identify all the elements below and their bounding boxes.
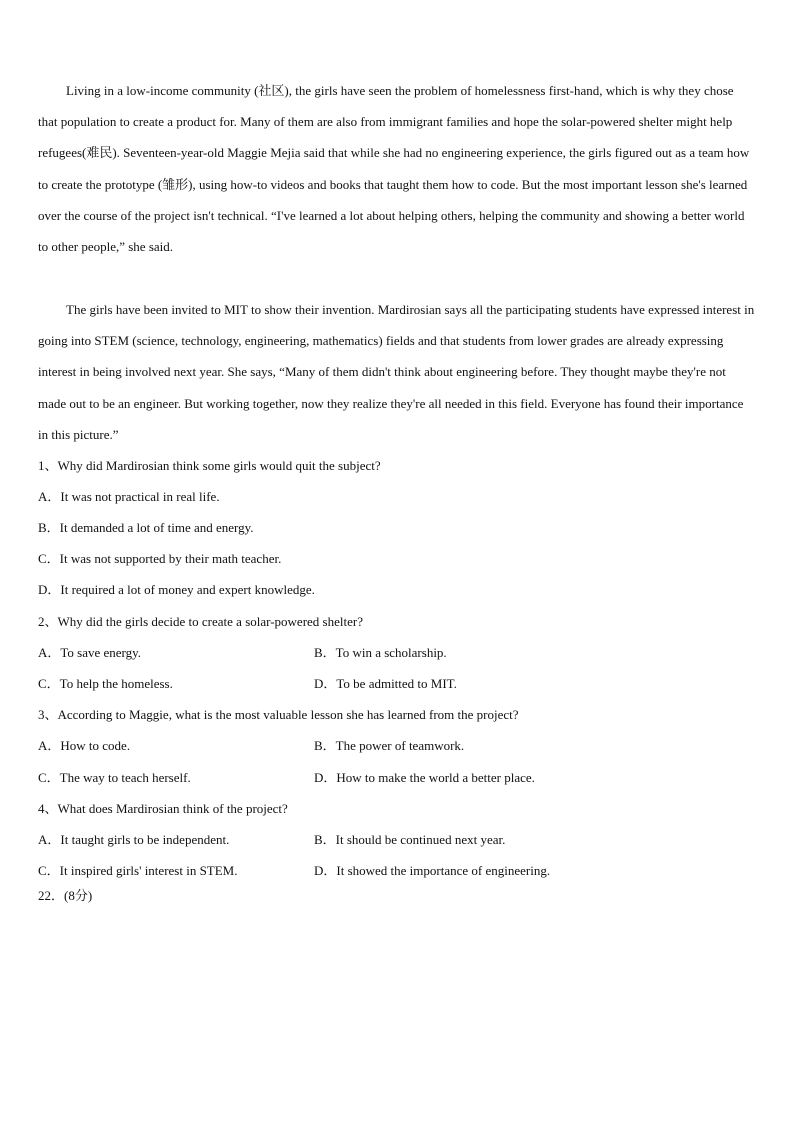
question-2-stem: 2、Why did the girls decide to create a solar-powered shelter? <box>38 614 363 629</box>
question-2-option-c: C．To help the homeless. <box>38 676 173 691</box>
question-3-option-d: D．How to make the world a better place. <box>314 770 535 785</box>
next-section-label: 22．(8分) <box>38 888 93 903</box>
question-4-option-b: B．It should be continued next year. <box>314 832 506 847</box>
question-4-option-a: A．It taught girls to be independent. <box>38 832 230 847</box>
question-1-option-a: A．It was not practical in real life. <box>38 489 220 504</box>
question-4-option-d: D．It showed the importance of engineering. <box>314 863 551 878</box>
question-2-option-d: D．To be admitted to MIT. <box>314 676 457 691</box>
question-2-option-b: B．To win a scholarship. <box>314 645 447 660</box>
question-3-stem: 3、According to Maggie, what is the most valuable lesson she has learned from the project? <box>38 707 519 722</box>
question-3-option-c: C．The way to teach herself. <box>38 770 191 785</box>
passage-paragraph-1 <box>38 75 756 262</box>
question-3-option-a: A．How to code. <box>38 738 131 753</box>
question-4-stem: 4、What does Mardirosian think of the project? <box>38 801 288 816</box>
question-2-option-a: A．To save energy. <box>38 645 142 660</box>
question-3-option-b: B．The power of teamwork. <box>314 738 465 753</box>
passage-paragraph-2 <box>38 294 756 450</box>
question-1-option-d: D．It required a lot of money and expert knowledge. <box>38 582 315 597</box>
question-1-stem: 1、Why did Mardirosian think some girls would quit the subject? <box>38 458 381 473</box>
question-1-option-c: C．It was not supported by their math teacher. <box>38 551 282 566</box>
passage-paragraph-1-text: Living in a low-income community (社区), the girls have seen the problem of homelessness first-hand, which is why they chose that population to create a product for. Many of them are also from immigrant families and hope the solar-powered shelter might help refugees(难民). Seventeen-year-old Maggie Mejia said that while she had no engineering experience, the girls figured out as a team how to create the prototype (雏形), using how-to videos and books that taught them how to code. But the most important lesson she's learned over the course of the project isn't technical. “I've learned a lot about helping others, helping the community and showing a better world to other people,” she said. <box>38 83 750 255</box>
question-4-option-c: C．It inspired girls' interest in STEM. <box>38 863 238 878</box>
passage-paragraph-2-text: The girls have been invited to MIT to show their invention. Mardirosian says all the participating students have expressed interest in going into STEM (science, technology, engineering, mathematics) fields and that students from lower grades are already expressing interest in being involved next year. She says, “Many of them didn't think about engineering before. They thought maybe they're not made out to be an engineer. But working together, now they realize they're all needed in this field. Everyone has found their importance in this picture.” <box>38 302 755 442</box>
question-1-option-b: B．It demanded a lot of time and energy. <box>38 520 254 535</box>
